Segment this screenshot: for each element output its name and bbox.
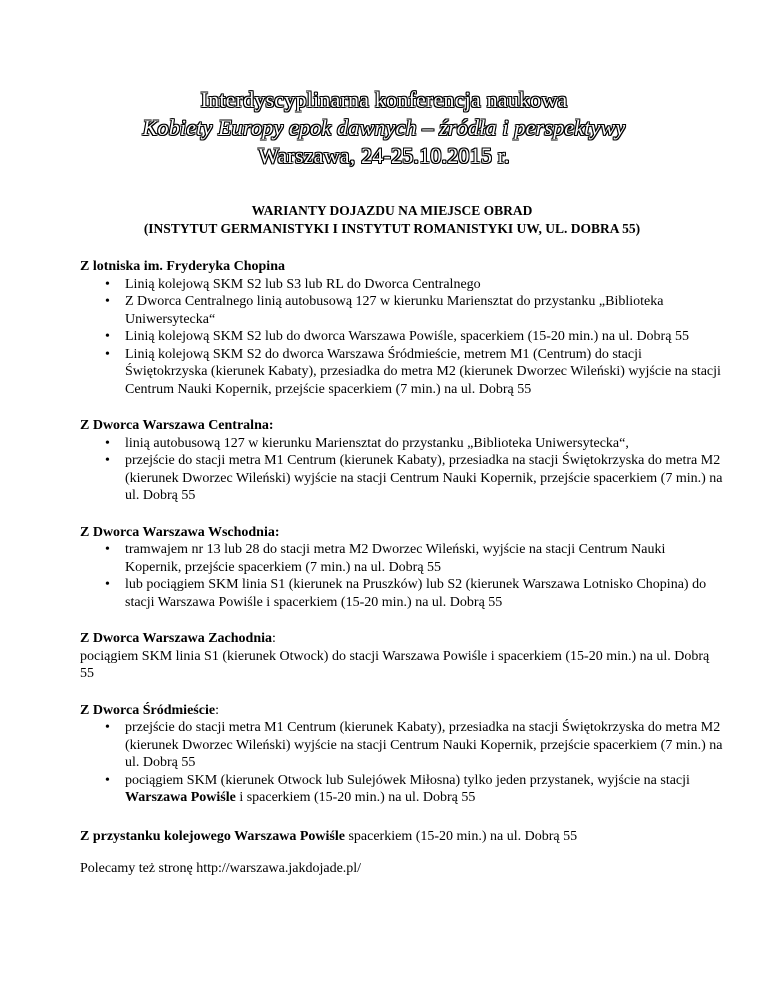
bullet-icon: • (105, 435, 110, 451)
bullet-list (80, 435, 724, 505)
bullet-list (80, 541, 724, 611)
list-item: • Z Dworca Centralnego linią autobusową 127 w kierunku Mariensztat do przystanku „Biblioteka Uniwersytecka“ (105, 294, 664, 327)
title-line-2: Kobiety Europy epok dawnych – źródła i perspektywy (142, 115, 626, 140)
list-item: • Linią kolejową SKM S2 lub S3 lub RL do Dworca Centralnego (105, 276, 481, 292)
bullet-icon: • (105, 276, 110, 292)
list-item: • linią autobusową 127 w kierunku Mariensztat do przystanku „Biblioteka Uniwersytecka“, (105, 435, 629, 451)
bullet-icon: • (105, 294, 110, 309)
section-title: Z Dworca Warszawa Wschodnia: (80, 524, 280, 540)
list-item: • przejście do stacji metra M1 Centrum (kierunek Kabaty), przesiadka na stacji Świętokrzyska do metra M2 (kierunek Dworzec Wileński) wyjście na stacji Centrum Nauki Kopernik, przejście spacerkiem (7 min.) na ul. Dobrą 55 (105, 720, 723, 770)
bullet-list (80, 719, 724, 807)
bullet-icon: • (105, 329, 110, 344)
bullet-icon: • (105, 542, 110, 557)
subheading-line-1: WARIANTY DOJAZDU NA MIEJSCE OBRAD (251, 203, 533, 218)
section-airport (80, 258, 724, 398)
title-line-1: Interdyscyplinarna konferencja naukowa (200, 87, 568, 112)
section-downtown (80, 702, 724, 807)
final-route: Z przystanku kolejowego Warszawa Powiśle spacerkiem (15-20 min.) na ul. Dobrą 55 (80, 828, 578, 844)
section-east (80, 524, 724, 612)
recommend-link-text: Polecamy też stronę http://warszawa.jakdojade.pl/ (80, 861, 362, 876)
bullet-icon: • (105, 453, 110, 468)
bullet-icon: • (105, 720, 110, 735)
station-name: Warszawa Powiśle (125, 790, 236, 805)
list-item: • lub pociągiem SKM linia S1 (kierunek na Pruszków) lub S2 (kierunek Warszawa Lotnisko Chopina) do stacji Warszawa Powiśle i spacerkiem (15-20 min.) na ul. Dobrą 55 (105, 577, 707, 610)
section-text: pociągiem SKM linia S1 (kierunek Otwock) do stacji Warszawa Powiśle i spacerkiem (15-20 min.) na ul. Dobrą 55 (80, 648, 710, 681)
list-item: • tramwajem nr 13 lub 28 do stacji metra M2 Dworzec Wileński, wyjście na stacji Centrum Nauki Kopernik, przejście spacerkiem (7 min.) na ul. Dobrą 55 (105, 542, 666, 575)
bullet-icon: • (105, 577, 110, 592)
section-title: Z Dworca Warszawa Zachodnia: (80, 631, 276, 646)
bullet-icon: • (105, 772, 110, 788)
section-title: Z Dworca Śródmieście: (80, 702, 219, 718)
title-line-3: Warszawa, 24-25.10.2015 r. (258, 143, 510, 168)
conference-title (40, 86, 728, 170)
list-item: • przejście do stacji metra M1 Centrum (kierunek Kabaty), przesiadka na stacji Świętokrzyska do metra M2 (kierunek Dworzec Wileński) wyjście na stacji Centrum Nauki Kopernik, przejście spacerkiem (7 min.) na ul. Dobrą 55 (105, 453, 723, 503)
bullet-list (80, 276, 724, 399)
section-title: Z lotniska im. Fryderyka Chopina (80, 259, 285, 274)
section-west (80, 630, 724, 683)
list-item: • Linią kolejową SKM S2 do dworca Warszawa Śródmieście, metrem M1 (Centrum) do stacji Świętokrzyska (kierunek Kabaty), przesiadka do metra M2 (kierunek Dworzec Wileński) wyjście na stacji Centrum Nauki Kopernik, przejście spacerkiem (7 min.) na ul. Dobrą 55 (105, 346, 721, 397)
list-item: • Linią kolejową SKM S2 lub do dworca Warszawa Powiśle, spacerkiem (15-20 min.) na ul. Dobrą 55 (105, 329, 689, 344)
subheading-line-2: (INSTYTUT GERMANISTYKI I INSTYTUT ROMANISTYKI UW, UL. DOBRA 55) (143, 221, 641, 236)
list-item: • pociągiem SKM (kierunek Otwock lub Sulejówek Miłosna) tylko jeden przystanek, wyjście na stacji Warszawa Powiśle i spacerkiem (15-20 min.) na ul. Dobrą 55 (105, 772, 690, 805)
section-title: Z Dworca Warszawa Centralna: (80, 418, 274, 433)
bullet-icon: • (105, 346, 110, 362)
subheading (50, 202, 734, 238)
section-central (80, 417, 724, 505)
